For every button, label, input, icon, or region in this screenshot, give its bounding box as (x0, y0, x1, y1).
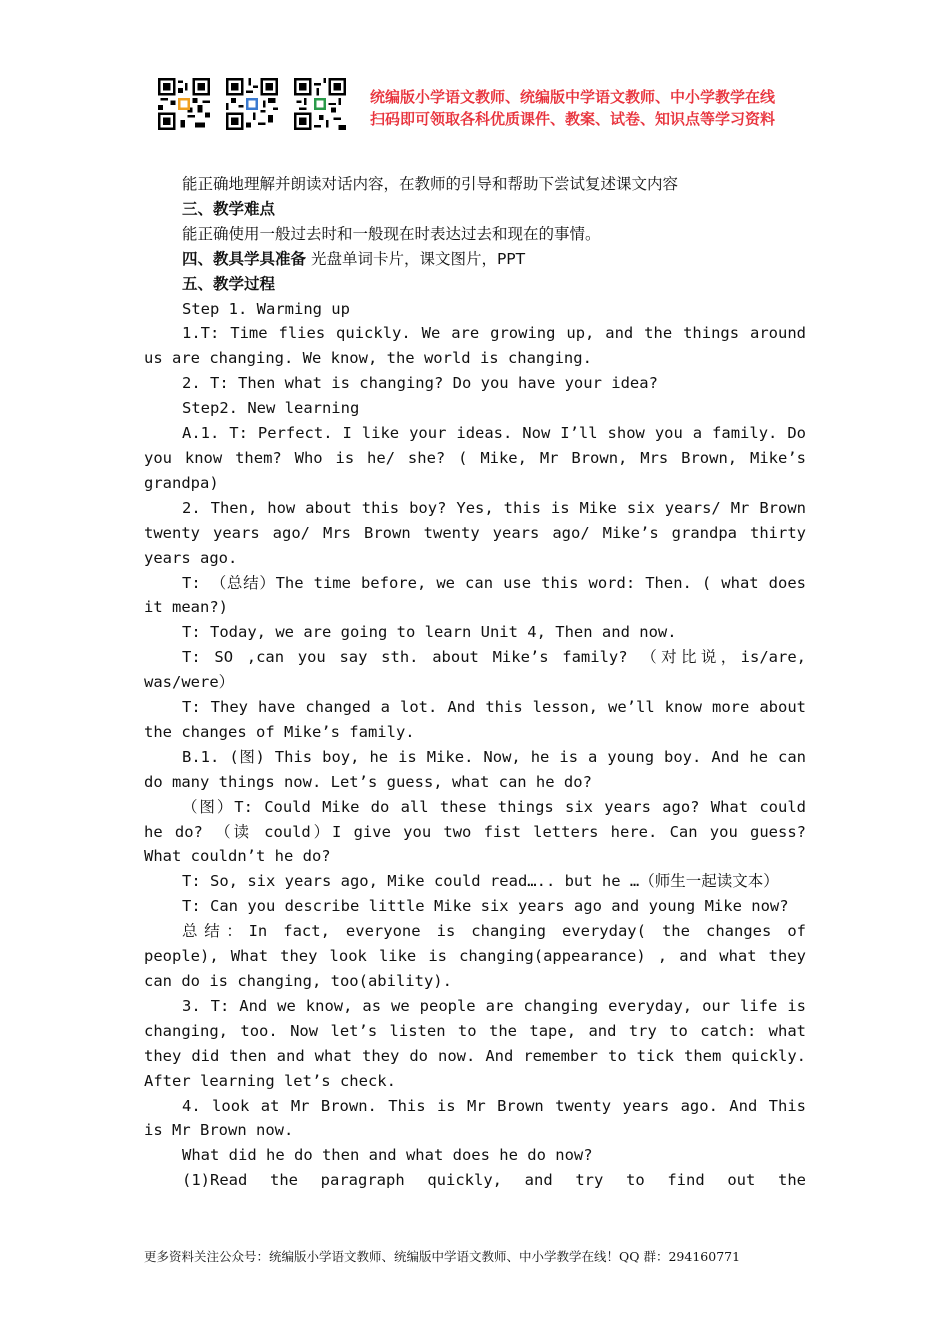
paragraph: 3. T: And we know, as we people are changing everyday, our life is changing, too. Now let’s listen to the tape, and try to catch: what they did then and what they do now. And remember to tick them quickly. After learning let’s check. (144, 996, 806, 1090)
document-body (144, 172, 806, 1193)
paragraph: What did he do then and what does he do now? (182, 1146, 593, 1165)
paragraph: T: SO ,can you say sth. about Mike’s family? （对比说，is/are, was/were） (144, 648, 806, 692)
qr-code-icon (294, 78, 346, 130)
paragraph: 能正确地理解并朗读对话内容，在教师的引导和帮助下尝试复述课文内容 (182, 175, 679, 193)
paragraph: 1.T: Time flies quickly. We are growing up, and the things around us are changing. We know, the world is changing. (144, 324, 806, 368)
paragraph: （图）T: Could Mike do all these things six years ago? What could he do? （读 could）I give you two fist letters here. Can you guess? What couldn’t he do? (144, 797, 806, 866)
paragraph (144, 247, 806, 272)
paragraph: T: Can you describe little Mike six years ago and young Mike now? (182, 897, 789, 916)
paragraph: T: So, six years ago, Mike could read….. but he …（师生一起读文本） (182, 872, 779, 891)
paragraph: A.1. T: Perfect. I like your ideas. Now I’ll show you a family. Do you know them? Who is he/ she? ( Mike, Mr Brown, Mrs Brown, Mike’s grandpa) (144, 424, 806, 492)
header-line-1: 统编版小学语文教师、统编版中学语文教师、中小学教学在线 (370, 88, 776, 106)
paragraph: 能正确使用一般过去时和一般现在时表达过去和现在的事情。 (182, 224, 601, 243)
paragraph: 4. look at Mr Brown. This is Mr Brown twenty years ago. And This is Mr Brown now. (144, 1096, 806, 1140)
section-heading: 四、教具学具准备 (182, 249, 307, 268)
paragraph: 2. Then, how about this boy? Yes, this is Mike six years/ Mr Brown twenty years ago/ Mrs Brown twenty years ago/ Mike’s grandpa thirty years ago. (144, 498, 806, 567)
page-header (158, 78, 798, 138)
paragraph: 2. T: Then what is changing? Do you have your idea? (182, 374, 658, 393)
paragraph: 总结：In fact, everyone is changing everyday( the changes of people), What they look like is changing(appearance) , and what they can do is changing, too(ability). (144, 922, 806, 990)
step-heading: Step2. New learning (182, 399, 360, 418)
paragraph: (1)Read the paragraph quickly, and try to find out the (182, 1171, 806, 1190)
section-text: 光盘单词卡片，课文图片，PPT (306, 249, 526, 268)
header-promo-text (370, 86, 775, 130)
qr-code-icon (158, 78, 210, 130)
step-heading: Step 1. Warming up (182, 299, 350, 318)
page-footer: 更多资料关注公众号：统编版小学语文教师、统编版中学语文教师、中小学教学在线！QQ 群：294160771 (144, 1249, 741, 1264)
paragraph: T: （总结）The time before, we can use this word: Then. ( what does it mean?) (144, 573, 806, 617)
paragraph: T: Today, we are going to learn Unit 4, Then and now. (182, 623, 677, 642)
paragraph: T: They have changed a lot. And this lesson, we’ll know more about the changes of Mike’s family. (144, 698, 806, 741)
header-line-2: 扫码即可领取各科优质课件、教案、试卷、知识点等学习资料 (370, 110, 776, 128)
qr-code-icon (226, 78, 278, 130)
paragraph: B.1. (图) This boy, he is Mike. Now, he is a young boy. And he can do many things now. Let’s guess, what can he do? (144, 747, 806, 791)
section-heading: 三、教学难点 (182, 199, 276, 218)
section-heading: 五、教学过程 (182, 274, 276, 293)
